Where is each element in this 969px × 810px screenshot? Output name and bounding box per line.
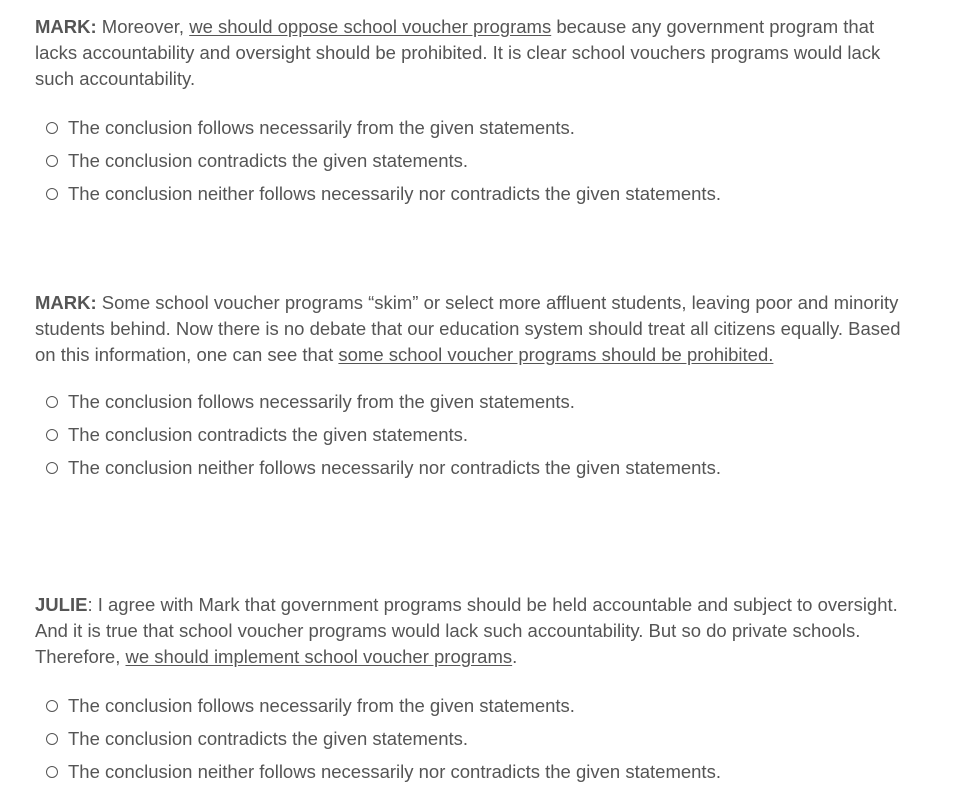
option-label: The conclusion follows necessarily from the given statements. [68, 694, 575, 716]
question-prompt [35, 14, 920, 92]
speaker-label: MARK: [35, 292, 97, 313]
answer-options [35, 385, 920, 484]
prompt-text: : I agree with Mark that government programs should be held accountable and subject to oversight. And it is true that school voucher programs would lack such accountability. But so do private schools. Therefore, [35, 594, 898, 667]
radio-button[interactable] [46, 733, 58, 745]
answer-option[interactable] [35, 418, 920, 451]
answer-option[interactable] [35, 755, 920, 788]
answer-option[interactable] [35, 111, 920, 144]
radio-button[interactable] [46, 122, 58, 134]
question-prompt [35, 592, 920, 670]
answer-option[interactable] [35, 385, 920, 418]
radio-button[interactable] [46, 462, 58, 474]
speaker-label: MARK: [35, 16, 97, 37]
option-label: The conclusion contradicts the given statements. [68, 423, 469, 445]
option-label: The conclusion contradicts the given statements. [68, 727, 469, 749]
option-label: The conclusion neither follows necessarily nor contradicts the given statements. [68, 760, 721, 782]
answer-option[interactable] [35, 722, 920, 755]
prompt-text: . [512, 646, 518, 667]
conclusion-text: some school voucher programs should be prohibited. [338, 344, 774, 365]
question-2 [35, 290, 920, 484]
prompt-text: Moreover, [96, 16, 190, 37]
answer-options [35, 111, 920, 210]
option-label: The conclusion follows necessarily from the given statements. [68, 390, 575, 412]
conclusion-text: we should oppose school voucher programs [189, 16, 552, 37]
radio-button[interactable] [46, 700, 58, 712]
answer-options [35, 689, 920, 788]
radio-button[interactable] [46, 766, 58, 778]
answer-option[interactable] [35, 451, 920, 484]
radio-button[interactable] [46, 429, 58, 441]
answer-option[interactable] [35, 177, 920, 210]
option-label: The conclusion neither follows necessarily nor contradicts the given statements. [68, 456, 721, 478]
option-label: The conclusion contradicts the given statements. [68, 149, 469, 171]
radio-button[interactable] [46, 396, 58, 408]
question-3 [35, 592, 920, 788]
answer-option[interactable] [35, 144, 920, 177]
prompt-text: because any government program that lacks accountability and oversight should be prohibited. It is clear school vouchers programs would lack such accountability. [35, 16, 881, 89]
conclusion-text: we should implement school voucher programs [125, 646, 513, 667]
question-1 [35, 14, 920, 210]
speaker-label: JULIE [35, 594, 88, 615]
radio-button[interactable] [46, 155, 58, 167]
option-label: The conclusion follows necessarily from the given statements. [68, 116, 575, 138]
option-label: The conclusion neither follows necessarily nor contradicts the given statements. [68, 182, 721, 204]
prompt-text: Some school voucher programs “skim” or select more affluent students, leaving poor and minority students behind. Now there is no debate that our education system should treat all citizens equally. Based on this information, one can see that [35, 292, 901, 365]
answer-option[interactable] [35, 689, 920, 722]
radio-button[interactable] [46, 188, 58, 200]
question-prompt [35, 290, 920, 368]
